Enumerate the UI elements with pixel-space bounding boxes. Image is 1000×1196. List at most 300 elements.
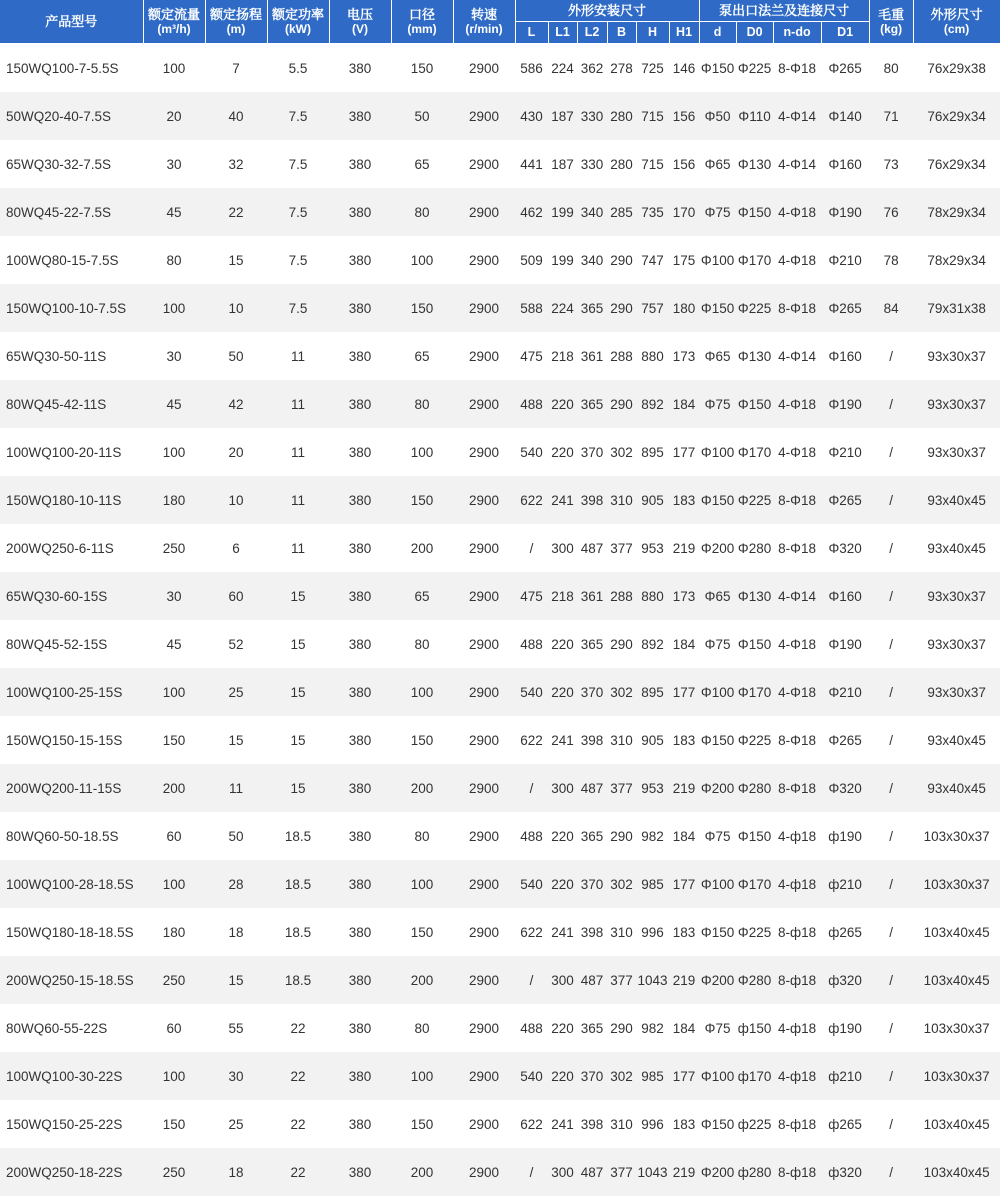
cell-head: 52 <box>205 620 267 668</box>
cell-bore: 150 <box>391 716 453 764</box>
cell-speed: 2900 <box>453 284 515 332</box>
cell-l2: 365 <box>577 380 607 428</box>
cell-voltage: 380 <box>329 92 391 140</box>
cell-bore: 80 <box>391 620 453 668</box>
cell-speed: 2900 <box>453 812 515 860</box>
cell-model: 65WQ30-60-15S <box>0 572 143 620</box>
cell-model: 80WQ45-42-11S <box>0 380 143 428</box>
cell-h: 996 <box>636 908 669 956</box>
cell-n-do: 8-ф18 <box>773 1148 821 1196</box>
cell-b: 310 <box>607 476 636 524</box>
cell-l1: 220 <box>548 620 577 668</box>
cell-h1: 184 <box>669 380 699 428</box>
table-row <box>0 668 1000 716</box>
cell-b: 288 <box>607 332 636 380</box>
cell-weight: 76 <box>869 188 913 236</box>
cell-speed: 2900 <box>453 764 515 812</box>
cell-bore: 200 <box>391 524 453 572</box>
cell-weight: / <box>869 332 913 380</box>
cell-bore: 150 <box>391 476 453 524</box>
cell-l: 540 <box>515 860 548 908</box>
cell-l1: 224 <box>548 284 577 332</box>
cell-l1: 220 <box>548 668 577 716</box>
cell-head: 42 <box>205 380 267 428</box>
subheader-l1: L1 <box>548 22 577 44</box>
cell-d0: Φ280 <box>736 524 773 572</box>
cell-l1: 220 <box>548 812 577 860</box>
cell-outer-size: 93x40x45 <box>913 524 1000 572</box>
cell-flow: 20 <box>143 92 205 140</box>
cell-d0: Φ150 <box>736 188 773 236</box>
cell-d: Φ150 <box>699 476 736 524</box>
cell-b: 310 <box>607 1100 636 1148</box>
cell-n-do: 4-ф18 <box>773 1004 821 1052</box>
cell-h1: 146 <box>669 44 699 93</box>
cell-voltage: 380 <box>329 764 391 812</box>
cell-flow: 250 <box>143 956 205 1004</box>
cell-d0: Φ170 <box>736 860 773 908</box>
cell-h: 905 <box>636 476 669 524</box>
cell-l1: 300 <box>548 956 577 1004</box>
cell-h1: 177 <box>669 668 699 716</box>
cell-n-do: 8-ф18 <box>773 956 821 1004</box>
cell-d: Φ100 <box>699 428 736 476</box>
table-row <box>0 1004 1000 1052</box>
cell-weight: / <box>869 812 913 860</box>
cell-flow: 150 <box>143 716 205 764</box>
cell-head: 22 <box>205 188 267 236</box>
cell-model: 50WQ20-40-7.5S <box>0 92 143 140</box>
cell-power: 7.5 <box>267 92 329 140</box>
table-row <box>0 1148 1000 1196</box>
cell-l2: 487 <box>577 524 607 572</box>
cell-voltage: 380 <box>329 716 391 764</box>
cell-bore: 50 <box>391 92 453 140</box>
cell-bore: 200 <box>391 1148 453 1196</box>
cell-h1: 175 <box>669 236 699 284</box>
cell-d0: Φ130 <box>736 140 773 188</box>
cell-d1: Φ140 <box>821 92 869 140</box>
cell-l: 441 <box>515 140 548 188</box>
cell-n-do: 4-Φ18 <box>773 236 821 284</box>
cell-power: 22 <box>267 1100 329 1148</box>
cell-outer-size: 93x30x37 <box>913 332 1000 380</box>
cell-voltage: 380 <box>329 332 391 380</box>
cell-b: 377 <box>607 1148 636 1196</box>
cell-bore: 65 <box>391 332 453 380</box>
table-row <box>0 620 1000 668</box>
header-weight: 毛重 (kg) <box>869 0 913 44</box>
cell-l: 488 <box>515 620 548 668</box>
cell-b: 290 <box>607 236 636 284</box>
cell-h1: 177 <box>669 428 699 476</box>
cell-flow: 100 <box>143 284 205 332</box>
cell-model: 200WQ200-11-15S <box>0 764 143 812</box>
cell-l: 462 <box>515 188 548 236</box>
cell-voltage: 380 <box>329 1100 391 1148</box>
cell-head: 18 <box>205 1148 267 1196</box>
subheader-l2: L2 <box>577 22 607 44</box>
cell-h1: 183 <box>669 716 699 764</box>
cell-power: 11 <box>267 428 329 476</box>
cell-model: 150WQ100-10-7.5S <box>0 284 143 332</box>
table-row <box>0 44 1000 93</box>
cell-outer-size: 93x40x45 <box>913 764 1000 812</box>
cell-d1: ф190 <box>821 812 869 860</box>
cell-h1: 184 <box>669 812 699 860</box>
cell-d0: Φ280 <box>736 956 773 1004</box>
cell-model: 65WQ30-32-7.5S <box>0 140 143 188</box>
cell-b: 310 <box>607 908 636 956</box>
cell-l2: 487 <box>577 1148 607 1196</box>
cell-voltage: 380 <box>329 1004 391 1052</box>
cell-flow: 200 <box>143 764 205 812</box>
cell-d1: Φ160 <box>821 140 869 188</box>
subheader-b: B <box>607 22 636 44</box>
cell-voltage: 380 <box>329 812 391 860</box>
subheader-h: H <box>636 22 669 44</box>
cell-n-do: 8-ф18 <box>773 908 821 956</box>
cell-l1: 300 <box>548 524 577 572</box>
cell-bore: 80 <box>391 380 453 428</box>
cell-head: 28 <box>205 860 267 908</box>
cell-d0: Φ150 <box>736 812 773 860</box>
cell-outer-size: 103x40x45 <box>913 956 1000 1004</box>
cell-h1: 183 <box>669 1100 699 1148</box>
cell-l2: 365 <box>577 1004 607 1052</box>
cell-h: 1043 <box>636 1148 669 1196</box>
cell-d1: Φ210 <box>821 668 869 716</box>
cell-speed: 2900 <box>453 524 515 572</box>
cell-l: 622 <box>515 716 548 764</box>
cell-b: 310 <box>607 716 636 764</box>
cell-flow: 45 <box>143 380 205 428</box>
cell-l: / <box>515 956 548 1004</box>
cell-outer-size: 78x29x34 <box>913 236 1000 284</box>
header-voltage: 电压 (V) <box>329 0 391 44</box>
cell-l2: 370 <box>577 428 607 476</box>
cell-head: 11 <box>205 764 267 812</box>
cell-l2: 487 <box>577 764 607 812</box>
cell-d: Φ100 <box>699 1052 736 1100</box>
cell-d1: ф265 <box>821 908 869 956</box>
cell-b: 302 <box>607 668 636 716</box>
cell-l: 488 <box>515 380 548 428</box>
header-power: 额定功率 (kW) <box>267 0 329 44</box>
cell-flow: 100 <box>143 428 205 476</box>
table-row <box>0 236 1000 284</box>
cell-d1: ф210 <box>821 1052 869 1100</box>
table-row <box>0 860 1000 908</box>
cell-bore: 200 <box>391 956 453 1004</box>
subheader-d0: D0 <box>736 22 773 44</box>
subheader-l: L <box>515 22 548 44</box>
cell-bore: 150 <box>391 44 453 93</box>
cell-n-do: 4-ф18 <box>773 1052 821 1100</box>
table-row <box>0 284 1000 332</box>
cell-outer-size: 93x30x37 <box>913 428 1000 476</box>
cell-d0: Φ170 <box>736 428 773 476</box>
cell-h1: 183 <box>669 476 699 524</box>
cell-bore: 80 <box>391 188 453 236</box>
cell-h: 715 <box>636 92 669 140</box>
cell-power: 7.5 <box>267 236 329 284</box>
cell-l: 588 <box>515 284 548 332</box>
cell-l: / <box>515 1148 548 1196</box>
cell-h1: 170 <box>669 188 699 236</box>
cell-voltage: 380 <box>329 380 391 428</box>
cell-d1: Φ210 <box>821 236 869 284</box>
cell-l2: 398 <box>577 1100 607 1148</box>
cell-l1: 187 <box>548 92 577 140</box>
cell-speed: 2900 <box>453 1148 515 1196</box>
cell-b: 285 <box>607 188 636 236</box>
table-body <box>0 44 1000 1196</box>
cell-outer-size: 93x30x37 <box>913 668 1000 716</box>
cell-h1: 219 <box>669 524 699 572</box>
cell-head: 50 <box>205 812 267 860</box>
cell-speed: 2900 <box>453 860 515 908</box>
cell-power: 22 <box>267 1004 329 1052</box>
cell-flow: 100 <box>143 860 205 908</box>
cell-d: Φ75 <box>699 188 736 236</box>
cell-weight: / <box>869 1004 913 1052</box>
cell-h1: 184 <box>669 1004 699 1052</box>
table-row <box>0 572 1000 620</box>
cell-l1: 220 <box>548 1052 577 1100</box>
cell-l: 475 <box>515 572 548 620</box>
cell-voltage: 380 <box>329 572 391 620</box>
cell-bore: 200 <box>391 764 453 812</box>
cell-head: 30 <box>205 1052 267 1100</box>
cell-power: 15 <box>267 668 329 716</box>
cell-model: 100WQ100-28-18.5S <box>0 860 143 908</box>
cell-l1: 300 <box>548 764 577 812</box>
cell-speed: 2900 <box>453 380 515 428</box>
cell-h1: 219 <box>669 956 699 1004</box>
cell-model: 200WQ250-18-22S <box>0 1148 143 1196</box>
cell-d0: ф170 <box>736 1052 773 1100</box>
cell-voltage: 380 <box>329 188 391 236</box>
cell-d1: Φ265 <box>821 476 869 524</box>
cell-d0: ф225 <box>736 1100 773 1148</box>
cell-flow: 250 <box>143 1148 205 1196</box>
cell-bore: 100 <box>391 668 453 716</box>
cell-l1: 241 <box>548 716 577 764</box>
cell-d0: Φ110 <box>736 92 773 140</box>
cell-flow: 100 <box>143 44 205 93</box>
cell-l1: 220 <box>548 428 577 476</box>
cell-outer-size: 93x40x45 <box>913 476 1000 524</box>
cell-h: 880 <box>636 572 669 620</box>
cell-l: / <box>515 764 548 812</box>
cell-speed: 2900 <box>453 236 515 284</box>
header-install-group: 外形安装尺寸 <box>515 0 699 22</box>
cell-l1: 220 <box>548 1004 577 1052</box>
cell-flow: 100 <box>143 668 205 716</box>
cell-d: Φ75 <box>699 620 736 668</box>
cell-outer-size: 103x30x37 <box>913 812 1000 860</box>
cell-l: 540 <box>515 668 548 716</box>
cell-weight: / <box>869 956 913 1004</box>
cell-l1: 218 <box>548 332 577 380</box>
header-speed: 转速 (r/min) <box>453 0 515 44</box>
cell-power: 5.5 <box>267 44 329 93</box>
cell-flow: 250 <box>143 524 205 572</box>
cell-voltage: 380 <box>329 1148 391 1196</box>
cell-d: Φ65 <box>699 572 736 620</box>
cell-speed: 2900 <box>453 908 515 956</box>
cell-l2: 362 <box>577 44 607 93</box>
cell-speed: 2900 <box>453 668 515 716</box>
cell-outer-size: 103x30x37 <box>913 860 1000 908</box>
cell-b: 377 <box>607 524 636 572</box>
cell-h: 996 <box>636 1100 669 1148</box>
cell-weight: 71 <box>869 92 913 140</box>
cell-bore: 100 <box>391 428 453 476</box>
cell-flow: 180 <box>143 908 205 956</box>
cell-bore: 65 <box>391 140 453 188</box>
header-model: 产品型号 <box>0 0 143 44</box>
cell-b: 280 <box>607 92 636 140</box>
cell-speed: 2900 <box>453 332 515 380</box>
cell-voltage: 380 <box>329 860 391 908</box>
cell-weight: / <box>869 380 913 428</box>
table-row <box>0 1100 1000 1148</box>
header-flow: 额定流量 (m³/h) <box>143 0 205 44</box>
cell-l2: 398 <box>577 716 607 764</box>
cell-b: 290 <box>607 284 636 332</box>
cell-model: 80WQ60-55-22S <box>0 1004 143 1052</box>
cell-outer-size: 103x40x45 <box>913 1100 1000 1148</box>
cell-h: 725 <box>636 44 669 93</box>
cell-d0: Φ280 <box>736 764 773 812</box>
cell-model: 100WQ80-15-7.5S <box>0 236 143 284</box>
cell-d: Φ200 <box>699 764 736 812</box>
cell-l2: 330 <box>577 140 607 188</box>
cell-outer-size: 103x40x45 <box>913 908 1000 956</box>
cell-flow: 60 <box>143 812 205 860</box>
table-row <box>0 1052 1000 1100</box>
cell-d1: Φ160 <box>821 332 869 380</box>
cell-b: 280 <box>607 140 636 188</box>
cell-outer-size: 78x29x34 <box>913 188 1000 236</box>
cell-power: 15 <box>267 620 329 668</box>
cell-model: 150WQ100-7-5.5S <box>0 44 143 93</box>
cell-d: Φ150 <box>699 284 736 332</box>
cell-h: 895 <box>636 668 669 716</box>
cell-b: 302 <box>607 860 636 908</box>
cell-l: / <box>515 524 548 572</box>
cell-b: 278 <box>607 44 636 93</box>
cell-h: 757 <box>636 284 669 332</box>
cell-l: 430 <box>515 92 548 140</box>
cell-d: Φ150 <box>699 1100 736 1148</box>
cell-l1: 241 <box>548 908 577 956</box>
cell-outer-size: 79x31x38 <box>913 284 1000 332</box>
cell-voltage: 380 <box>329 1052 391 1100</box>
cell-h: 985 <box>636 860 669 908</box>
cell-h: 747 <box>636 236 669 284</box>
cell-flow: 30 <box>143 572 205 620</box>
cell-h1: 180 <box>669 284 699 332</box>
cell-head: 40 <box>205 92 267 140</box>
cell-h: 982 <box>636 1004 669 1052</box>
cell-n-do: 4-Φ18 <box>773 428 821 476</box>
cell-n-do: 4-Φ18 <box>773 188 821 236</box>
cell-l1: 300 <box>548 1148 577 1196</box>
cell-d: Φ75 <box>699 812 736 860</box>
cell-head: 25 <box>205 1100 267 1148</box>
cell-model: 150WQ150-25-22S <box>0 1100 143 1148</box>
cell-voltage: 380 <box>329 956 391 1004</box>
cell-d1: Φ265 <box>821 284 869 332</box>
cell-b: 290 <box>607 812 636 860</box>
cell-speed: 2900 <box>453 428 515 476</box>
cell-l: 488 <box>515 812 548 860</box>
cell-h: 953 <box>636 764 669 812</box>
cell-weight: / <box>869 1148 913 1196</box>
cell-outer-size: 93x30x37 <box>913 620 1000 668</box>
cell-h: 905 <box>636 716 669 764</box>
cell-voltage: 380 <box>329 668 391 716</box>
cell-flow: 45 <box>143 188 205 236</box>
cell-voltage: 380 <box>329 428 391 476</box>
cell-power: 11 <box>267 476 329 524</box>
cell-d: Φ50 <box>699 92 736 140</box>
cell-l: 586 <box>515 44 548 93</box>
cell-head: 10 <box>205 284 267 332</box>
cell-n-do: 4-Φ18 <box>773 668 821 716</box>
table-row <box>0 428 1000 476</box>
cell-l2: 487 <box>577 956 607 1004</box>
cell-power: 15 <box>267 716 329 764</box>
table-row <box>0 764 1000 812</box>
cell-d0: Φ150 <box>736 380 773 428</box>
cell-weight: 78 <box>869 236 913 284</box>
cell-l: 622 <box>515 1100 548 1148</box>
cell-d1: ф210 <box>821 860 869 908</box>
cell-h: 892 <box>636 380 669 428</box>
cell-d: Φ100 <box>699 668 736 716</box>
cell-b: 290 <box>607 1004 636 1052</box>
cell-model: 80WQ45-22-7.5S <box>0 188 143 236</box>
cell-d0: Φ225 <box>736 476 773 524</box>
cell-d: Φ100 <box>699 860 736 908</box>
cell-bore: 65 <box>391 572 453 620</box>
cell-head: 15 <box>205 716 267 764</box>
cell-h1: 156 <box>669 140 699 188</box>
cell-l: 488 <box>515 1004 548 1052</box>
cell-l: 540 <box>515 1052 548 1100</box>
cell-h1: 219 <box>669 1148 699 1196</box>
cell-d1: Φ190 <box>821 188 869 236</box>
cell-power: 11 <box>267 380 329 428</box>
cell-b: 290 <box>607 620 636 668</box>
cell-model: 200WQ250-15-18.5S <box>0 956 143 1004</box>
cell-h: 895 <box>636 428 669 476</box>
cell-l1: 199 <box>548 236 577 284</box>
cell-speed: 2900 <box>453 1052 515 1100</box>
cell-power: 18.5 <box>267 860 329 908</box>
cell-l2: 365 <box>577 284 607 332</box>
cell-l2: 370 <box>577 860 607 908</box>
cell-outer-size: 76x29x34 <box>913 140 1000 188</box>
cell-power: 18.5 <box>267 956 329 1004</box>
cell-h1: 177 <box>669 1052 699 1100</box>
cell-d1: ф190 <box>821 1004 869 1052</box>
cell-weight: / <box>869 1052 913 1100</box>
